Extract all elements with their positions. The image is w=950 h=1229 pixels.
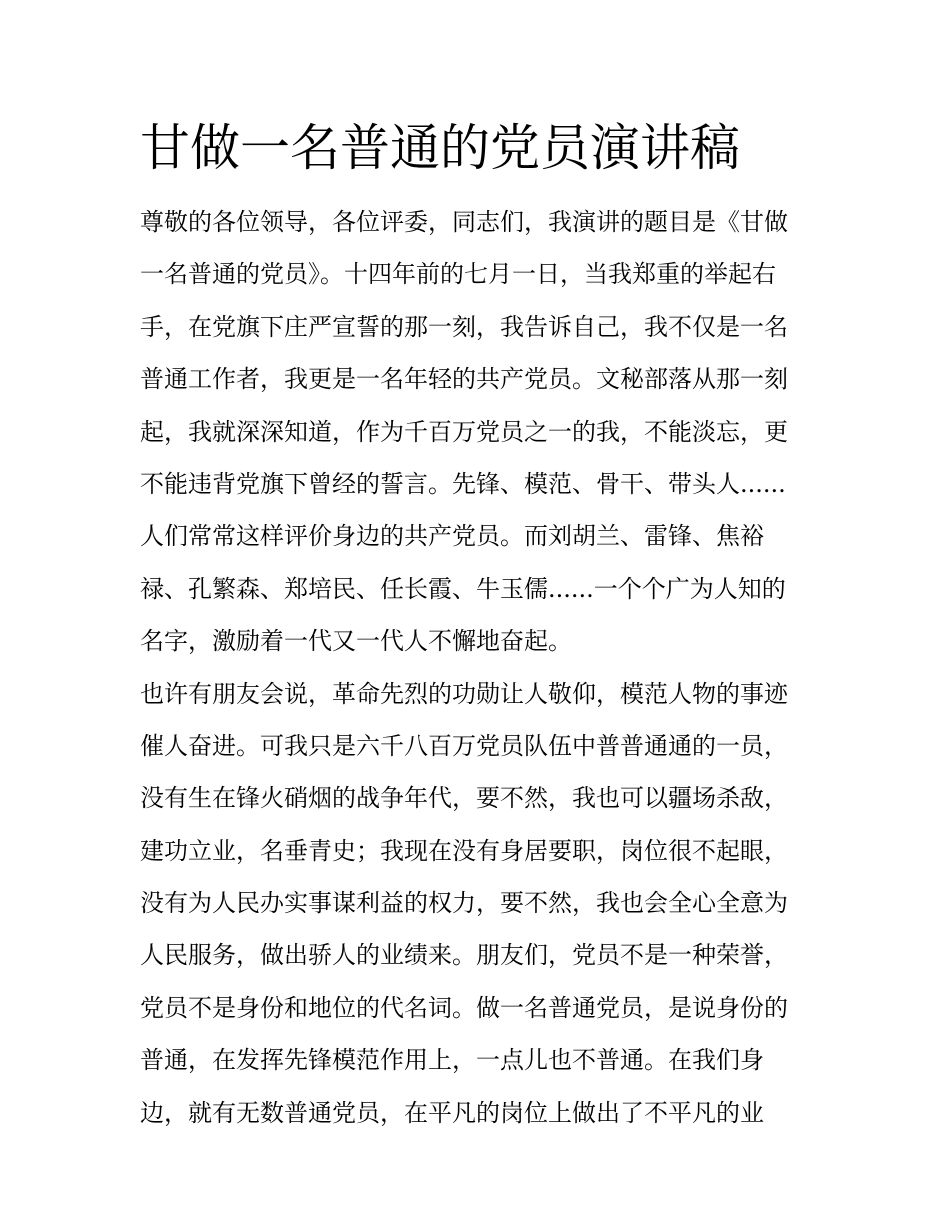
- text-line: 没有生在锋火硝烟的战争年代，要不然，我也可以疆场杀敌，: [140, 784, 788, 813]
- text-line: 人民服务，做出骄人的业绩来。朋友们，党员不是一种荣誉，: [140, 941, 788, 970]
- text-line: 一名普通的党员》。十四年前的七月一日，当我郑重的举起右: [140, 260, 776, 289]
- text-line: 不能违背党旗下曾经的誓言。先锋、模范、骨干、带头人......: [140, 469, 786, 498]
- text-line: 尊敬的各位领导，各位评委，同志们，我演讲的题目是《甘做: [140, 208, 788, 236]
- text-line: 建功立业，名垂青史；我现在没有身居要职，岗位很不起眼，: [140, 836, 788, 865]
- text-line: 手，在党旗下庄严宣誓的那一刻，我告诉自己，我不仅是一名: [140, 312, 788, 341]
- text-line: 禄、孔繁森、郑培民、任长霞、牛玉儒......一个个广为人知的: [140, 574, 786, 603]
- text-line: 也许有朋友会说，革命先烈的功勋让人敬仰，模范人物的事迹: [140, 679, 788, 708]
- text-line: 人们常常这样评价身边的共产党员。而刘胡兰、雷锋、焦裕: [140, 522, 764, 551]
- text-line: 边，就有无数普通党员，在平凡的岗位上做出了不平凡的业: [140, 1098, 764, 1127]
- text-line: 没有为人民办实事谋利益的权力，要不然，我也会全心全意为: [140, 889, 788, 918]
- text-line: 催人奋进。可我只是六千八百万党员队伍中普普通通的一员，: [140, 731, 788, 760]
- page-title: 甘做一名普通的党员演讲稿: [140, 119, 740, 177]
- text-line: 普通，在发挥先锋模范作用上，一点儿也不普通。在我们身: [140, 1046, 764, 1075]
- text-line: 起，我就深深知道，作为千百万党员之一的我，不能淡忘，更: [140, 417, 788, 446]
- text-line: 名字，激励着一代又一代人不懈地奋起。: [140, 627, 572, 656]
- body-text: [140, 196, 820, 1139]
- text-line: 普通工作者，我更是一名年轻的共产党员。文秘部落从那一刻: [140, 365, 788, 394]
- text-line: 党员不是身份和地位的代名词。做一名普通党员，是说身份的: [140, 993, 788, 1022]
